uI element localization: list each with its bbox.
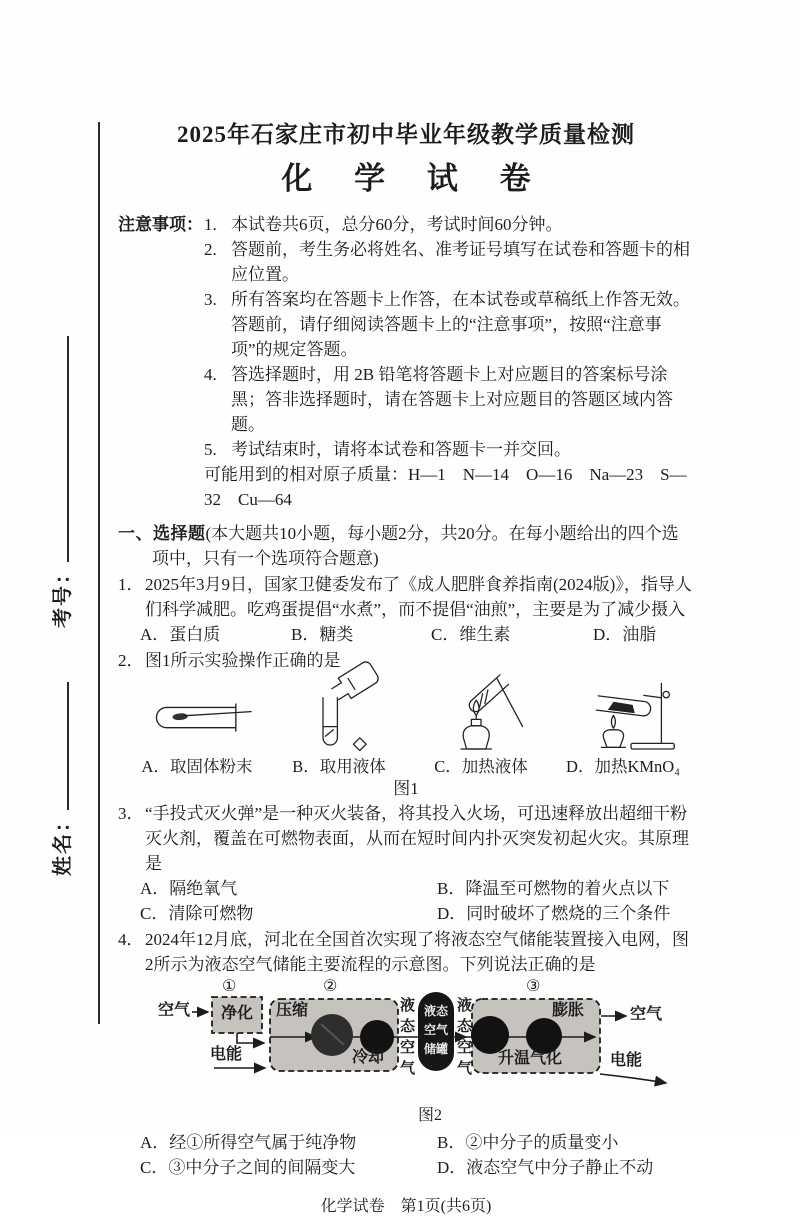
input-power-label: 电能 <box>210 1046 243 1063</box>
exam-number-field <box>46 322 75 628</box>
question-text: “手投式灭火弹”是一种灭火装备，将其投入火场，可迅速释放出超细干粉灭火剂，覆盖在可燃物表面，从而在短时间内扑灭突发初起火灾。其原理是 <box>145 804 689 873</box>
option-b: B．糖类 <box>291 625 354 644</box>
notice-number: 2. <box>204 240 217 259</box>
name-blank <box>51 682 69 810</box>
pour-liquid-icon <box>269 677 409 753</box>
name-label: 姓名： <box>52 810 74 876</box>
notice-text: 答题前，考生务必将姓名、准考证号填写在试卷和答题卡的相应位置。 <box>231 240 690 284</box>
step-3-number: ③ <box>526 978 541 995</box>
exam-number-label: 考号： <box>52 562 74 628</box>
notice-item <box>118 287 694 362</box>
question-number: 3． <box>118 804 144 823</box>
question-4 <box>118 927 694 977</box>
notice-block <box>118 212 694 512</box>
question-3 <box>118 801 694 876</box>
notice-text: 本试卷共6页，总分60分，考试时间60分钟。 <box>231 215 563 234</box>
option-c: C．清除可燃物 <box>140 904 254 923</box>
apparatus-c <box>410 677 552 778</box>
notice-number: 3. <box>204 290 217 309</box>
option-a: A．蛋白质 <box>140 625 221 644</box>
option-c: C．维生素 <box>431 625 511 644</box>
liquid-air-left-label: 液态空气 <box>399 998 415 1077</box>
liquid-air-right-label: 液态空气 <box>456 998 472 1077</box>
heat-liquid-icon <box>411 677 551 753</box>
notice-item <box>118 237 694 287</box>
apparatus-d-caption: D．加热KMnO₄ <box>566 757 680 776</box>
question-1 <box>118 572 694 622</box>
notice-number: 1. <box>204 215 217 234</box>
option-b: B．②中分子的质量变小 <box>437 1133 619 1152</box>
notice-text: 答选择题时，用 2B 铅笔将答题卡上对应题目的答案标号涂黑；答非选择题时，请在答题卡上对应题目的答题区域内答题。 <box>231 365 673 434</box>
step-1-number: ① <box>222 978 237 995</box>
figure-1-caption: 图1 <box>393 779 419 798</box>
exam-number-blank <box>51 336 69 562</box>
cooling-label: 冷却 <box>352 1049 385 1066</box>
section-subtext: (本大题共10小题，每小题2分，共20分。在每小题给出的四个选项中，只有一个选项符合题意) <box>152 524 679 568</box>
take-solid-powder-icon <box>127 677 267 753</box>
apparatus-a <box>126 677 268 778</box>
heat-kmno4-icon <box>553 677 693 753</box>
question-text: 2025年3月9日，国家卫健委发布了《成人肥胖食养指南(2024版)》，指导人们科学减肥。吃鸡蛋提倡“水煮”，而不提倡“油煎”，主要是为了减少摄入 <box>145 575 692 619</box>
apparatus-c-caption: C．加热液体 <box>434 757 528 776</box>
paper-content <box>118 118 694 1219</box>
notice-heading: 注意事项： <box>118 215 203 234</box>
question-3-options <box>140 876 694 926</box>
apparatus-b-caption: B．取用液体 <box>292 757 386 776</box>
heat-vaporize-label: 升温气化 <box>498 1050 563 1067</box>
liquid-air-tank-label: 液态空气储罐 <box>423 1004 448 1056</box>
apparatus-d <box>552 677 694 778</box>
option-b: B．降温至可燃物的着火点以下 <box>437 879 670 898</box>
question-number: 4． <box>118 930 144 949</box>
question-number: 2． <box>118 651 144 670</box>
output-air-label: 空气 <box>630 1006 663 1023</box>
question-text: 2024年12月底，河北在全国首次实现了将液态空气储能装置接入电网，图2所示为液态空气储能主要流程的示意图。下列说法正确的是 <box>145 930 689 974</box>
paper-subtitle: 化 学 试 卷 <box>281 161 548 196</box>
option-d: D．液态空气中分子静止不动 <box>437 1158 654 1177</box>
figure-2-caption: 图2 <box>417 1107 442 1124</box>
expand-label: 膨胀 <box>552 1002 585 1019</box>
input-air-label: 空气 <box>158 1002 191 1019</box>
section-title: 一、选择题 <box>118 524 206 543</box>
name-field <box>46 664 75 876</box>
option-a: A．经①所得空气属于纯净物 <box>140 1133 357 1152</box>
apparatus-a-caption: A．取固体粉末 <box>141 757 253 776</box>
question-2 <box>118 648 694 673</box>
page-footer: 化学试卷 第1页(共6页) <box>320 1198 492 1215</box>
question-number: 1． <box>118 575 144 594</box>
step-2-number: ② <box>323 978 338 995</box>
section-heading <box>118 521 694 571</box>
question-1-options <box>140 622 694 647</box>
purify-box-label: 净化 <box>220 1005 253 1022</box>
notice-text: 考试结束时，请将本试卷和答题卡一并交回。 <box>231 440 571 459</box>
notice-item <box>118 212 694 237</box>
atomic-masses-line: 可能用到的相对原子质量：H—1 N—14 O—16 Na—23 S—32 Cu—64 <box>204 465 687 509</box>
paper-title: 2025年石家庄市初中毕业年级教学质量检测 <box>177 122 635 147</box>
option-d: D．同时破坏了燃烧的三个条件 <box>437 904 671 923</box>
notice-text: 所有答案均在答题卡上作答，在本试卷或草稿纸上作答无效。答题前，请仔细阅读答题卡上的“注意事项”，按照“注意事项”的规定答题。 <box>231 290 690 359</box>
notice-item <box>118 362 694 437</box>
question-4-options <box>140 1130 694 1180</box>
notice-item <box>118 437 694 462</box>
notice-number: 5. <box>204 440 217 459</box>
margin-divider-line <box>98 122 100 1024</box>
option-d: D．油脂 <box>593 625 657 644</box>
compress-label: 压缩 <box>276 1002 309 1019</box>
option-c: C．③中分子之间的间隔变大 <box>140 1158 356 1177</box>
apparatus-b <box>268 677 410 778</box>
figure-2-diagram <box>118 980 694 1130</box>
question-text: 图1所示实验操作正确的是 <box>145 651 341 670</box>
notice-number: 4. <box>204 365 217 384</box>
output-power-label: 电能 <box>610 1052 643 1069</box>
option-a: A．隔绝氧气 <box>140 879 238 898</box>
figure-1-illustrations <box>126 677 694 778</box>
